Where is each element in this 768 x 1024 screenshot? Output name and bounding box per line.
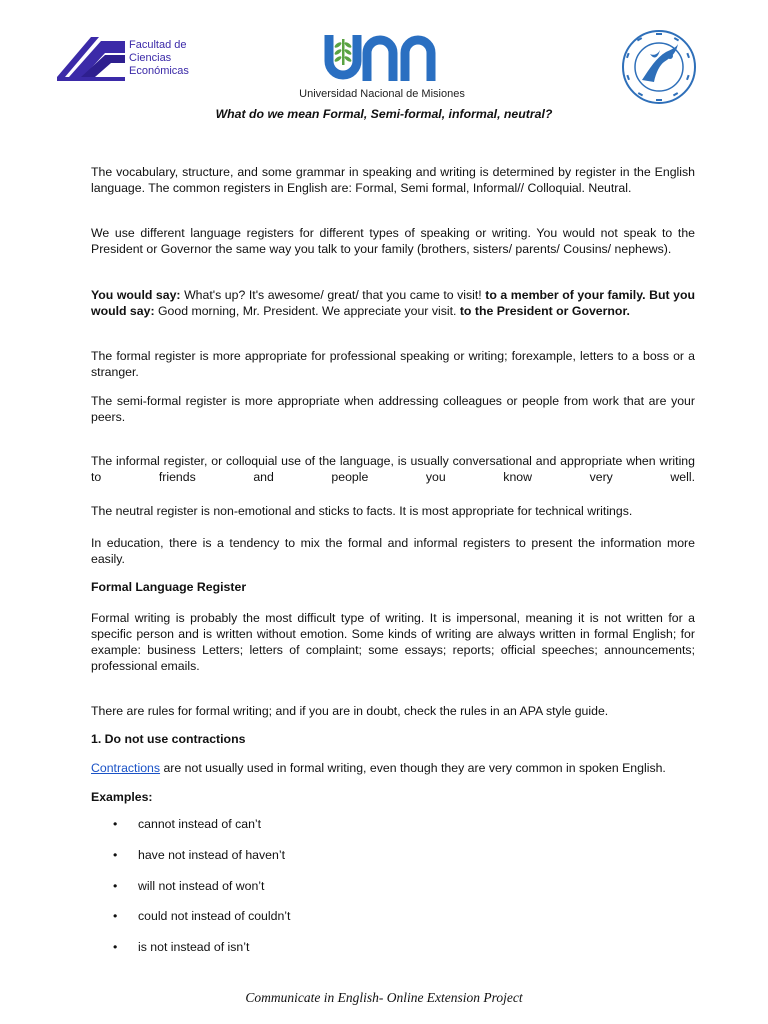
rule-no-contractions: 1. Do not use contractions (91, 732, 246, 746)
family-audience: to a member of your family. (485, 288, 646, 302)
paragraph-neutral-register: The neutral register is non-emotional and sticks to facts. It is most appropriate for technical writings. (91, 504, 633, 518)
paragraph-formal-writing: Formal writing is probably the most difficult type of writing. It is impersonal, meaning it is not written for a specific person and is written without emotion. Some kinds of writing are always written in formal English; for example: business Letters; letters of complaint; some essays; reports; official speeches; announcements; professional emails. (91, 611, 695, 673)
econ-logo-line-1: Facultad de (129, 39, 187, 51)
bullet-icon: • (113, 909, 118, 923)
informal-example: What's up? It's awesome/ great/ that you came to visit! (180, 288, 486, 302)
paragraph-different-registers: We use different language registers for different types of speaking or writing. You would not speak to the President or Governor the same way you talk to your family (brothers, sisters/ parents/ Cousins/ nephews). (91, 226, 695, 256)
unam-logo (323, 33, 441, 83)
paragraph-registers-intro: The vocabulary, structure, and some grammar in speaking and writing is determined by register in the English language. The common registers in English are: Formal, Semi formal, Informal// Colloquial. Neutral. (91, 165, 695, 195)
you-would-say-label: You would say: (91, 288, 181, 302)
humanidades-seal-icon (620, 28, 698, 106)
but-you-would-say-label: But you would say: (91, 288, 696, 318)
paragraph-semi-formal-register: The semi-formal register is more appropriate when addressing colleagues or people from work that are your peers. (91, 394, 695, 424)
paragraph-contractions (91, 760, 695, 776)
bullet-icon: • (113, 940, 118, 954)
paragraph-formal-register: The formal register is more appropriate for professional speaking or writing; forexample, letters to a boss or a stranger. (91, 349, 695, 379)
contractions-link[interactable]: Contractions (91, 761, 161, 775)
bullet-icon: • (113, 817, 118, 831)
university-name: Universidad Nacional de Misiones (299, 88, 465, 100)
paragraph-informal-register: The informal register, or colloquial use of the language, is usually conversational and appropriate when writing to friends and people you know very well. (91, 454, 695, 484)
econ-logo-line-3: Económicas (129, 65, 189, 77)
bullet-icon: • (113, 848, 118, 862)
econ-logo-mark-icon (55, 33, 127, 85)
paragraph-education-mix: In education, there is a tendency to mix the formal and informal registers to present the information more easily. (91, 536, 695, 566)
humanidades-logo (620, 28, 698, 106)
econ-logo-line-2: Ciencias (129, 52, 172, 64)
heading-formal-language-register: Formal Language Register (91, 580, 247, 594)
document-title: What do we mean Formal, Semi-formal, informal, neutral? (215, 107, 553, 121)
contractions-explanation: are not usually used in formal writing, even though they are very common in spoken English. (160, 761, 666, 775)
president-audience: to the President or Governor. (459, 304, 630, 318)
list-item: have not instead of haven’t (138, 848, 285, 862)
examples-label: Examples: (91, 790, 153, 804)
econ-faculty-logo (55, 33, 205, 85)
list-item: could not instead of couldn’t (138, 909, 291, 923)
list-item: cannot instead of can’t (138, 817, 262, 831)
page-footer: Communicate in English- Online Extension Project (245, 990, 523, 1005)
unam-logo-mark-icon (323, 33, 441, 83)
list-item: will not instead of won’t (138, 879, 265, 893)
paragraph-formal-rules: There are rules for formal writing; and if you are in doubt, check the rules in an APA style guide. (91, 704, 609, 718)
paragraph-you-would-say (91, 287, 695, 319)
formal-example: Good morning, Mr. President. We appreciate your visit. (154, 304, 460, 318)
bullet-icon: • (113, 879, 118, 893)
list-item: is not instead of isn’t (138, 940, 250, 954)
